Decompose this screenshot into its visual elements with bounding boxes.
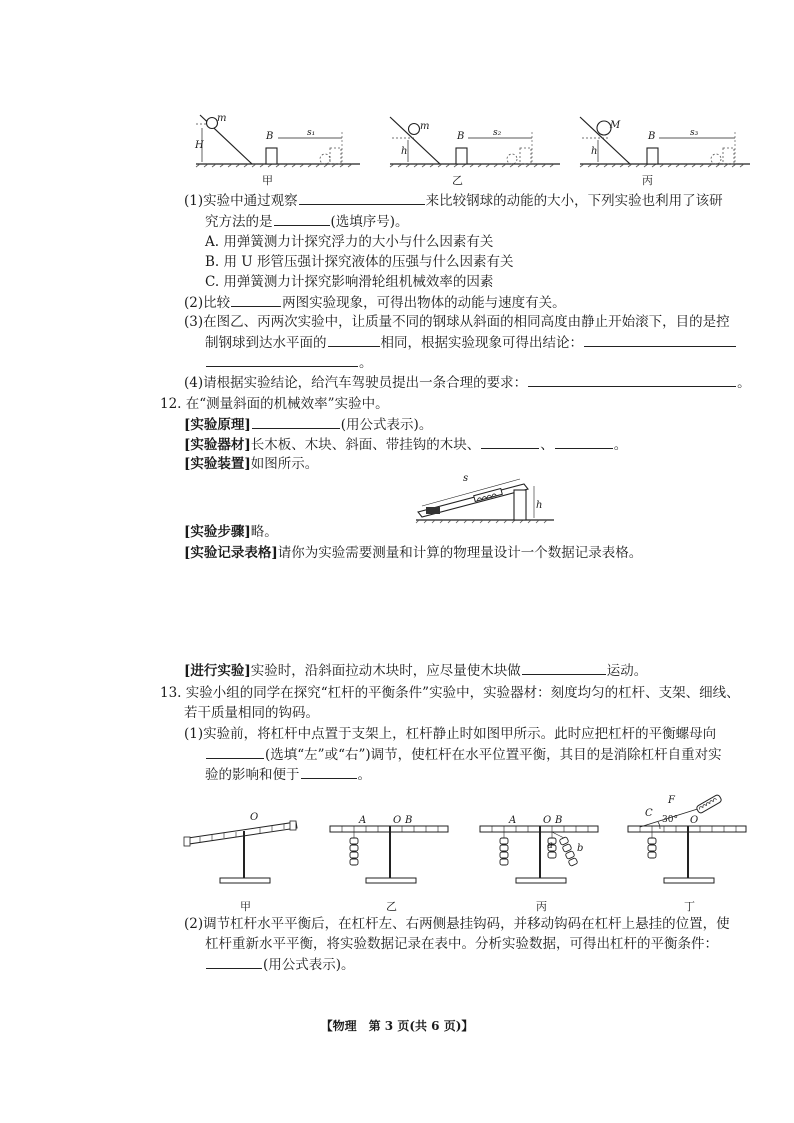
distance-label-3: s₃: [690, 128, 699, 138]
answer-blank[interactable]: [299, 190, 425, 205]
answer-blank[interactable]: [252, 414, 340, 429]
height-label-2: h: [401, 146, 408, 157]
q13-part1-line3: 验的影响和便于 。: [205, 764, 371, 785]
q13-title-line1: 13. 实验小组的同学在探究“杠杆的平衡条件”实验中，实验器材：刻度均匀的杠杆、支架、细线、: [160, 685, 740, 701]
hook-a-label: a: [547, 840, 553, 851]
steel-ball: [207, 118, 218, 129]
answer-blank[interactable]: [522, 660, 606, 675]
q12-table-prompt: [实验记录表格]请你为实验需要测量和计算的物理量设计一个数据记录表格。: [184, 545, 643, 561]
point-c-label: C: [645, 808, 653, 819]
answer-blank[interactable]: [206, 352, 358, 367]
q11-part1-line1: (1)实验中通过观察 来比较钢球的动能的大小，下列实验也利用了该研: [184, 190, 723, 211]
caption-lever-bing: 丙: [536, 900, 547, 913]
caption-lever-yi: 乙: [386, 900, 397, 913]
incline-length-label: s: [463, 473, 469, 484]
wood-block: [266, 148, 277, 164]
lever-figure: [180, 800, 740, 890]
answer-blank[interactable]: [206, 954, 262, 969]
angle-label: 30°: [662, 815, 678, 825]
spring-scale: [696, 794, 723, 814]
lever-setup-bing: [480, 826, 598, 883]
fulcrum-label-ding: O: [690, 815, 699, 826]
q11-option-c: C. 用弹簧测力计探究影响滑轮组机械效率的因素: [205, 274, 494, 290]
q12-setup: [实验装置]如图所示。: [184, 456, 319, 472]
caption-bing: 丙: [642, 174, 653, 187]
caption-lever-ding: 丁: [684, 900, 695, 913]
block-label-3: B: [648, 131, 656, 142]
incline-figure: [414, 470, 564, 526]
hook-b-label: b: [577, 843, 584, 854]
force-f-label: F: [668, 795, 675, 806]
answer-blank[interactable]: [555, 434, 613, 449]
kinetic-setup-yi: [390, 117, 560, 167]
caption-yi: 乙: [452, 174, 463, 187]
lever-setup-yi: [330, 826, 448, 883]
fulcrum-label-bing: O: [543, 815, 552, 826]
point-a-label-yi: A: [359, 815, 367, 826]
q11-option-b: B. 用 U 形管压强计探究液体的压强与什么因素有关: [205, 254, 514, 270]
height-label-1: H: [195, 140, 204, 151]
q13-part1-line2: (选填“左”或“右”)调节，使杠杆在水平位置平衡，其目的是消除杠杆自重对实: [205, 744, 722, 765]
page-footer: 【物理 第 3 页(共 6 页)】: [320, 1019, 474, 1033]
answer-blank[interactable]: [528, 372, 736, 387]
q12-principle: [实验原理] (用公式表示)。: [184, 414, 432, 435]
answer-blank[interactable]: [274, 211, 330, 226]
caption-lever-jia: 甲: [240, 900, 251, 913]
lever-setup-jia: [184, 821, 297, 883]
q13-part2-line1: (2)调节杠杆水平平衡后，在杠杆左、右两侧悬挂钩码，并移动钩码在杠杆上悬挂的位置，使: [184, 916, 730, 932]
q11-part3-line1: (3)在图乙、丙两次实验中，让质量不同的钢球从斜面的相同高度由静止开始滚下，目的是控: [184, 314, 730, 330]
q13-title-line2: 若干质量相同的钩码。: [184, 705, 319, 721]
ball-mass-label-2: m: [420, 121, 430, 132]
distance-label-2: s₂: [493, 128, 502, 138]
q11-part3-line3: 。: [205, 352, 373, 373]
q12-materials: [实验器材]长木板、木块、斜面、带挂钩的木块、 、 。: [184, 434, 627, 455]
answer-blank[interactable]: [584, 332, 736, 347]
caption-jia: 甲: [262, 174, 273, 187]
q11-part4: (4)请根据实验结论，给汽车驾驶员提出一条合理的要求： 。: [184, 372, 751, 393]
q11-part1-line2: 究方法的是 (选填序号)。: [205, 211, 409, 232]
q13-part1-line1: (1)实验前，将杠杆中点置于支架上，杠杆静止时如图甲所示。此时应把杠杆的平衡螺母向: [184, 726, 717, 742]
block-label-2: B: [457, 131, 465, 142]
q13-part2-line2: 杠杆重新水平平衡，将实验数据记录在表中。分析实验数据，可得出杠杆的平衡条件：: [205, 936, 718, 952]
q11-part3-line2: 制钢球到达水平面的 相同，根据实验现象可得出结论：: [205, 332, 737, 353]
fulcrum-label-yi: O: [393, 815, 402, 826]
point-b-label-yi: B: [405, 815, 413, 826]
kinetic-setup-bing: [580, 117, 750, 167]
distance-label-1: s₁: [307, 128, 316, 138]
block-label-1: B: [266, 131, 274, 142]
fulcrum-label-jia: O: [250, 812, 259, 823]
ball-mass-label-1: m: [217, 113, 227, 124]
point-b-label-bing: B: [555, 815, 563, 826]
incline-height-label: h: [536, 500, 543, 511]
q13-part2-line3: (用公式表示)。: [205, 954, 355, 975]
answer-blank[interactable]: [301, 764, 357, 779]
q11-option-a: A. 用弹簧测力计探究浮力的大小与什么因素有关: [205, 234, 494, 250]
ball-mass-label-3: M: [610, 120, 621, 131]
kinetic-energy-figure: [190, 110, 770, 200]
q12-conduct: [进行实验]实验时，沿斜面拉动木块时，应尽量使木块做 运动。: [184, 660, 647, 681]
answer-blank[interactable]: [328, 332, 380, 347]
q12-steps: [实验步骤]略。: [184, 524, 278, 540]
answer-blank[interactable]: [206, 744, 264, 759]
q12-title: 12. 在“测量斜面的机械效率”实验中。: [160, 396, 389, 412]
answer-blank[interactable]: [231, 292, 281, 307]
answer-blank[interactable]: [481, 434, 539, 449]
q11-part2: (2)比较 两图实验现象，可得出物体的动能与速度有关。: [184, 292, 566, 313]
height-label-3: h: [591, 146, 598, 157]
point-a-label-bing: A: [509, 815, 517, 826]
